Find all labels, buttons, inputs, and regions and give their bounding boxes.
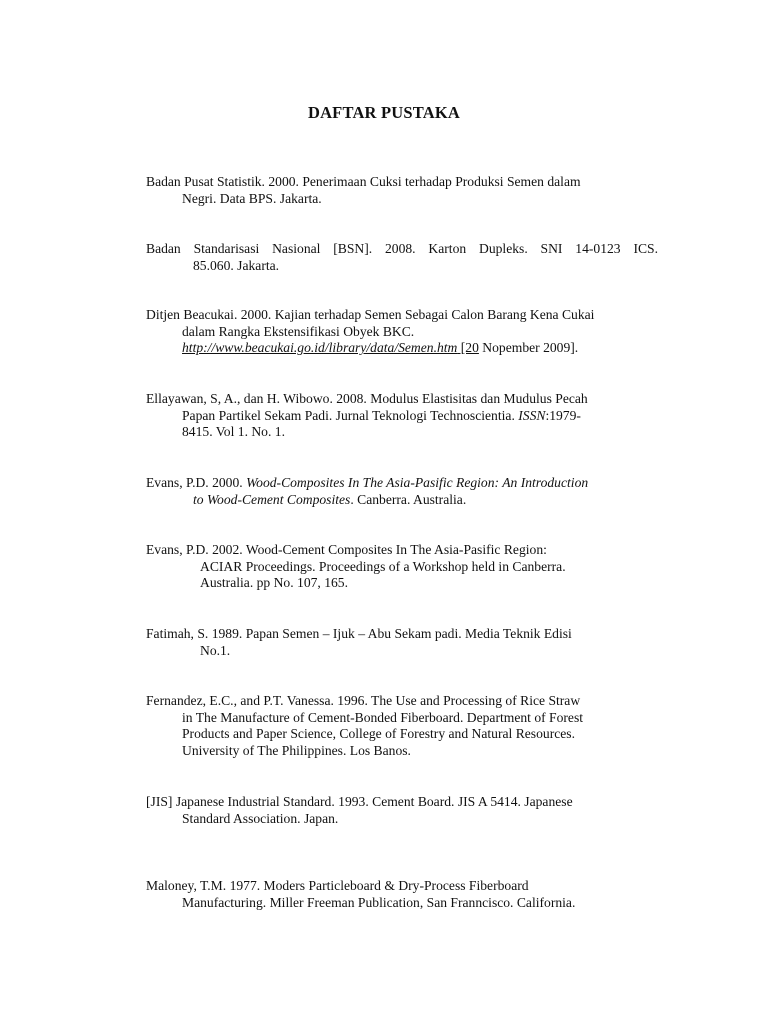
reference-date-fragment: [20: [457, 340, 479, 356]
reference-line: Ellayawan, S, A., dan H. Wibowo. 2008. Modulus Elastisitas dan Mudulus Pecah: [146, 391, 588, 406]
reference-entry: [146, 307, 658, 357]
reference-line: Badan Pusat Statistik. 2000. Penerimaan Cuksi terhadap Produksi Semen dalam: [146, 174, 581, 189]
reference-entry: [146, 174, 658, 207]
reference-line: [146, 408, 658, 425]
reference-line: 85.060. Jakarta.: [193, 257, 280, 273]
reference-line: dalam Rangka Ekstensifikasi Obyek BKC.: [182, 323, 415, 339]
reference-line: [146, 475, 658, 492]
reference-entry: [146, 693, 658, 759]
reference-entry: [146, 391, 658, 441]
reference-entry: [146, 241, 658, 274]
reference-line: Fatimah, S. 1989. Papan Semen – Ijuk – Abu Sekam padi. Media Teknik Edisi: [146, 626, 572, 641]
reference-line: Evans, P.D. 2002. Wood-Cement Composites In The Asia-Pasific Region:: [146, 542, 547, 557]
reference-line: Maloney, T.M. 1977. Moders Particleboard & Dry-Process Fiberboard: [146, 878, 529, 893]
reference-line: University of The Philippines. Los Banos.: [182, 742, 411, 758]
reference-line: [JIS] Japanese Industrial Standard. 1993. Cement Board. JIS A 5414. Japanese: [146, 794, 573, 809]
reference-issn-label: ISSN: [518, 407, 546, 423]
reference-line: [146, 492, 658, 509]
reference-line: 8415. Vol 1. No. 1.: [182, 424, 285, 440]
reference-line: Standard Association. Japan.: [182, 810, 339, 826]
reference-entry: [146, 542, 658, 592]
reference-url-link[interactable]: http://www.beacukai.go.id/library/data/Semen.htm: [182, 340, 458, 356]
page-title: DAFTAR PUSTAKA: [307, 103, 461, 122]
reference-text: Evans, P.D. 2000.: [146, 475, 247, 490]
reference-entry: [146, 626, 658, 659]
reference-entry: [146, 878, 658, 911]
reference-text: . Canberra. Australia.: [350, 491, 467, 507]
reference-line: Fernandez, E.C., and P.T. Vanessa. 1996. The Use and Processing of Rice Straw: [146, 693, 581, 708]
reference-entry: [146, 794, 658, 827]
reference-line: in The Manufacture of Cement-Bonded Fiberboard. Department of Forest: [182, 709, 584, 725]
reference-date-rest: Nopember 2009].: [478, 340, 579, 356]
reference-line: Badan Standarisasi Nasional [BSN]. 2008. Karton Dupleks. SNI 14-0123 ICS.: [146, 241, 658, 256]
reference-title-italic: to Wood-Cement Composites: [193, 491, 351, 507]
reference-entry: [146, 475, 658, 508]
reference-line: Products and Paper Science, College of Forestry and Natural Resources.: [182, 726, 575, 742]
reference-text: :1979-: [545, 407, 581, 423]
reference-line: Australia. pp No. 107, 165.: [200, 575, 349, 591]
reference-line: Ditjen Beacukai. 2000. Kajian terhadap Semen Sebagai Calon Barang Kena Cukai: [146, 307, 595, 322]
reference-line: No.1.: [200, 642, 231, 658]
reference-line: [146, 340, 658, 357]
reference-line: Manufacturing. Miller Freeman Publication, San Franncisco. California.: [182, 894, 576, 910]
reference-text: Papan Partikel Sekam Padi. Jurnal Teknologi Technoscientia.: [182, 407, 519, 423]
reference-line: Negri. Data BPS. Jakarta.: [182, 190, 322, 206]
reference-line: ACIAR Proceedings. Proceedings of a Workshop held in Canberra.: [200, 558, 566, 574]
reference-title-italic: Wood-Composites In The Asia-Pasific Region: An Introduction: [246, 475, 589, 490]
